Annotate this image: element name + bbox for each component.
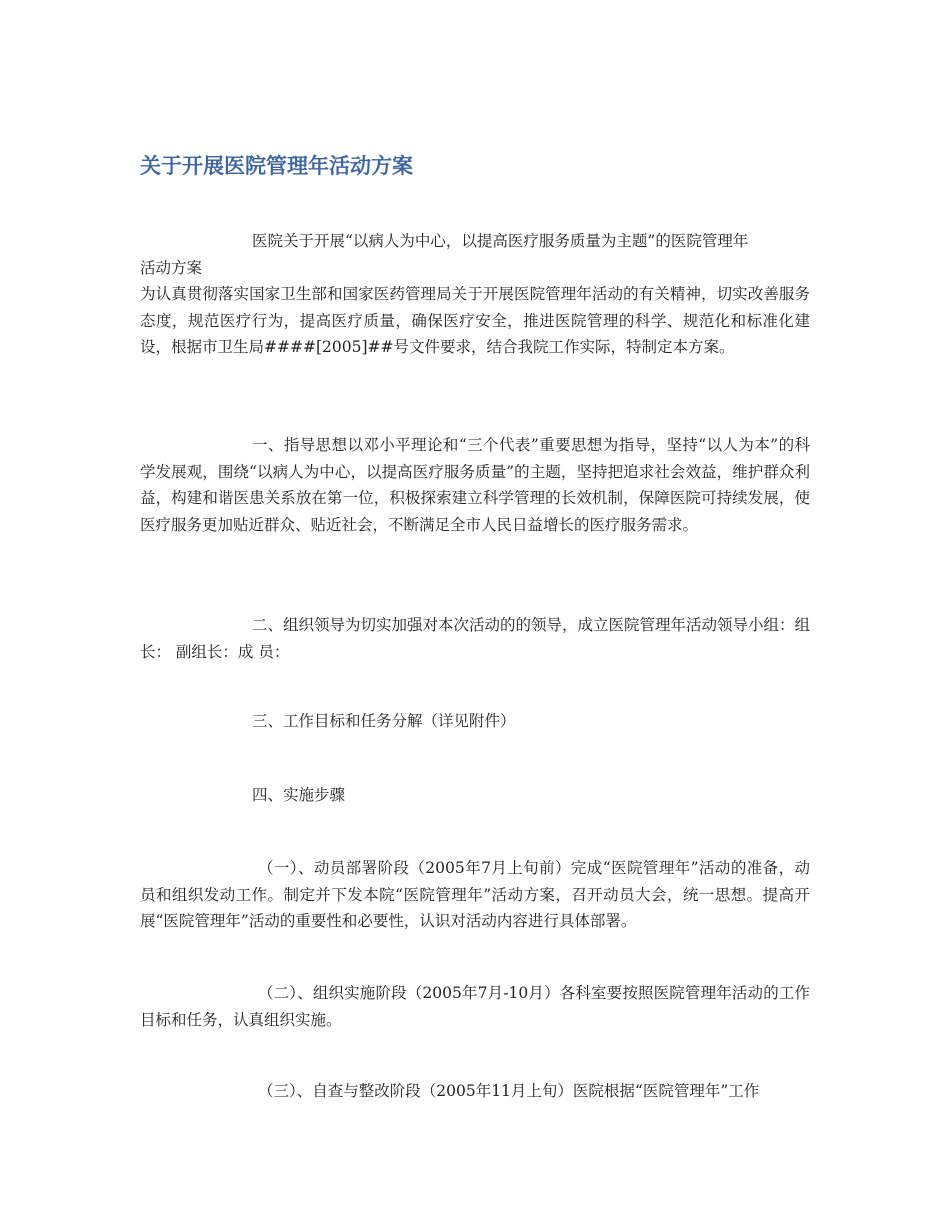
step-mobilization: （一）、动员部署阶段（2005年7月上旬前）完成“医院管理年”活动的准备，动员和组织发动工作。制定并下发本院“医院管理年”活动方案，召开动员大会，统一思想。提高开展“医院管理年”活动的重要性和必要性，认识对活动内容进行具体部署。 xyxy=(140,859,810,930)
step-implementation: （二）、组织实施阶段（2005年7月-10月）各科室要按照医院管理年活动的工作目标和任务，认真组织实施。 xyxy=(140,984,810,1029)
intro-line-1: 医院关于开展“以病人为中心，以提高医疗服务质量为主题”的医院管理年 xyxy=(252,232,749,250)
section-leadership: 二、组织领导为切实加强对本次活动的的领导，成立医院管理年活动领导小组：组 长： 副组长：成 员： xyxy=(140,616,811,661)
intro-paragraph: 为认真贯彻落实国家卫生部和国家医药管理局关于开展医院管理年活动的有关精神，切实改善服务态度，规范医疗行为，提高医疗质量，确保医疗安全，推进医院管理的科学、规范化和标准化建设，根据市卫生局####[2005]##号文件要求，结合我院工作实际，特制定本方案。 xyxy=(140,285,810,356)
step-self-check: （三）、自查与整改阶段（2005年11月上旬）医院根据“医院管理年”工作 xyxy=(258,1082,760,1100)
intro-heading xyxy=(140,228,810,281)
document-title: 关于开展医院管理年活动方案 xyxy=(140,154,413,178)
section-goals: 三、工作目标和任务分解（详见附件） xyxy=(252,712,516,730)
intro-line-2: 活动方案 xyxy=(140,258,203,277)
section-steps: 四、实施步骤 xyxy=(252,786,346,804)
section-guiding-ideology: 一、指导思想以邓小平理论和“三个代表”重要思想为指导，坚持“以人为本”的科学发展观，围绕“以病人为中心，以提高医疗服务质量”的主题，坚持把追求社会效益，维护群众利益，构建和谐医患关系放在第一位，积极探索建立科学管理的长效机制，保障医院可持续发展，使医疗服务更加贴近群众、贴近社会，不断满足全市人民日益增长的医疗服务需求。 xyxy=(140,436,810,534)
